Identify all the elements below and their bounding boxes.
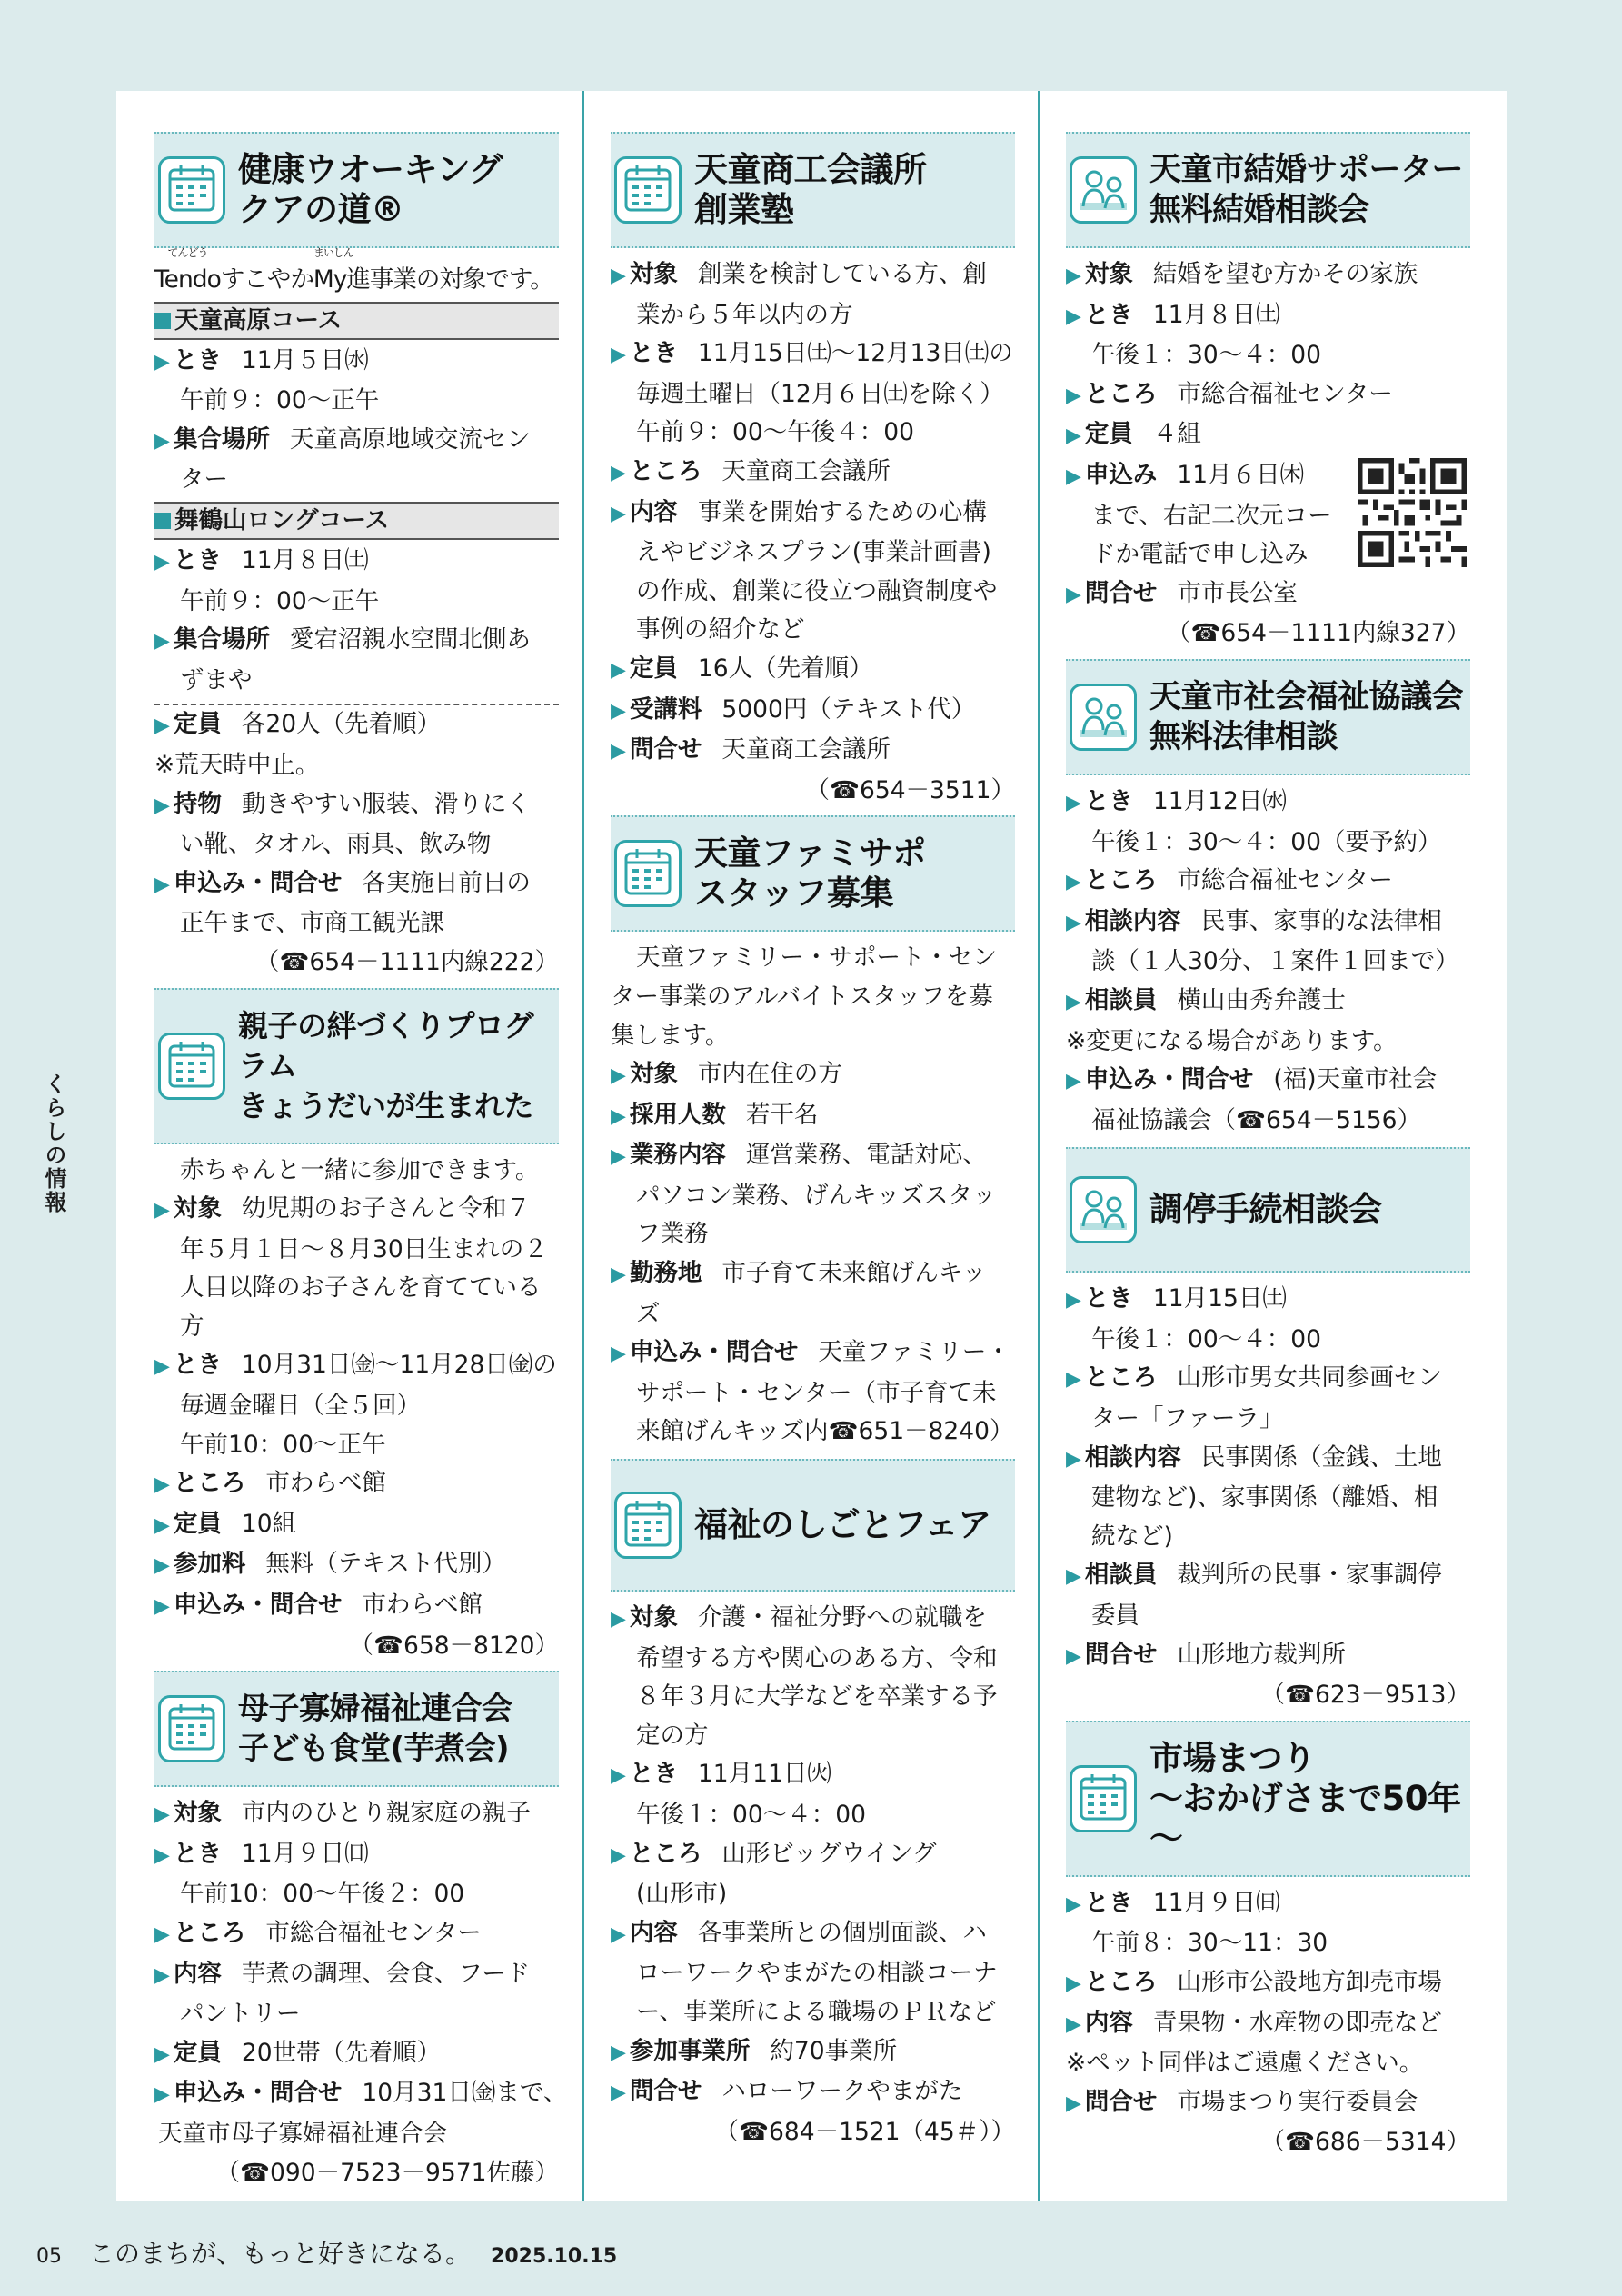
article-title: 天童商工会議所 創業塾	[694, 150, 927, 229]
info-row: ▶ ところ 市総合福祉センター	[154, 1919, 482, 1947]
info-row: 午前９：00～午後４：00	[636, 418, 914, 447]
info-row: ▶ 相談内容 民事、家事的な法律相	[1066, 906, 1442, 935]
info-row: ▶ 対象 市内在住の方	[611, 1060, 842, 1089]
note: ※変更になる場合があります。	[1066, 1026, 1398, 1055]
info-row: 正午まで、市商工観光課	[180, 909, 444, 938]
info-row: ▶ 内容 青果物・水産物の即売など	[1066, 2008, 1442, 2037]
info-row: ▶ ところ 市総合福祉センター	[1066, 379, 1393, 408]
info-row: ズ	[636, 1299, 661, 1328]
info-row: ８年３月に大学などを卒業する予	[636, 1682, 998, 1712]
info-row: ▶ ところ 天童商工会議所	[611, 456, 891, 485]
info-row: 続など)	[1091, 1522, 1173, 1551]
article-header	[1066, 132, 1470, 248]
phone-number: （☎654－3511）	[805, 775, 1015, 804]
info-row: ▶ とき 11月９日㈰	[1066, 1888, 1280, 1917]
phone-number: （☎658－8120）	[349, 1631, 559, 1660]
issue-date: 2025.10.15	[491, 2245, 618, 2268]
info-row: 午後１：00～４：00	[1091, 1324, 1321, 1353]
info-row: 福祉協議会（☎654－5156）	[1091, 1105, 1422, 1134]
info-row: ▶ ところ 市総合福祉センター	[1066, 866, 1393, 895]
info-row: ▶ とき 11月８日㈯	[154, 545, 369, 574]
info-row: ▶ 対象 創業を検討している方、創	[611, 260, 987, 288]
info-row: ター「ファーラ」	[1091, 1404, 1284, 1433]
info-row: 午前10：00～正午	[180, 1430, 386, 1459]
info-row: ▶ とき 11月８日㈯	[1066, 300, 1280, 329]
section-side-label: くらしの情報	[41, 1073, 66, 1214]
info-row: ▶ 内容 芋煮の調理、会食、フード	[154, 1959, 531, 1988]
note: ※ペット同伴はご遠慮ください。	[1066, 2049, 1424, 2078]
calendar-icon	[614, 1492, 682, 1559]
phone-number: （☎686－5314）	[1260, 2128, 1470, 2157]
info-row: ▶ 定員 20世帯（先着順）	[154, 2038, 442, 2067]
info-row: ▶ 採用人数 若干名	[611, 1100, 819, 1129]
note: ※荒天時中止。	[154, 750, 320, 779]
info-row: ▶ 勤務地 市子育て未来館げんキッ	[611, 1259, 987, 1288]
phone-number: （☎684－1521（45＃））	[714, 2117, 1015, 2146]
intro-text: 天童ファミリー・サポート・セン	[636, 943, 997, 973]
article-title: 天童市社会福祉協議会 無料法律相談	[1149, 678, 1464, 755]
info-row: ▶ 集合場所 天童高原地域交流セン	[154, 424, 531, 454]
info-row: ▶ とき 11月11日㈫	[611, 1760, 831, 1789]
info-row: ▶ 参加料 無料（テキスト代別）	[154, 1550, 506, 1579]
info-row: ▶ 問合せ 天童商工会議所	[611, 735, 891, 764]
info-row: の作成、創業に役立つ融資制度や	[636, 576, 998, 605]
article-title: 市場まつり ～おかげさまで50年～	[1149, 1738, 1461, 1858]
calendar-icon	[1070, 1765, 1137, 1832]
info-row: ▶ 問合せ 市市長公室	[1066, 578, 1298, 607]
info-row: ▶ 集合場所 愛宕沼親水空間北側あ	[154, 625, 531, 654]
info-row: ドか電話で申し込み	[1091, 540, 1309, 569]
info-row: ー、事業所による職場のＰＲなど	[636, 1997, 997, 2026]
phone-number: （☎090－7523－9571佐藤）	[215, 2158, 559, 2187]
column-divider	[1038, 91, 1040, 2201]
info-row: ▶ 相談内容 民事関係（金銭、土地	[1066, 1442, 1442, 1472]
calendar-icon	[614, 840, 682, 907]
info-row: ▶ とき 11月12日㈬	[1066, 786, 1287, 815]
info-row: えやビジネスプラン(事業計画書)	[636, 538, 991, 567]
info-row: ▶ とき 11月９日㈰	[154, 1839, 369, 1868]
article-title: 調停手続相談会	[1149, 1190, 1382, 1230]
info-row: 午前９：00～正午	[180, 586, 380, 615]
info-row: パソコン業務、げんキッズスタッ	[636, 1181, 997, 1210]
info-row: 天童市母子寡婦福祉連合会	[158, 2119, 447, 2148]
consultation-icon	[1070, 684, 1137, 751]
info-row: ▶ 相談員 横山由秀弁護士	[1066, 985, 1346, 1014]
page-footer	[36, 2234, 617, 2271]
info-row: サポート・センター（市子育て未	[636, 1378, 997, 1407]
info-row: ▶ 定員 16人（先着順）	[611, 654, 873, 683]
info-row: ▶ とき 10月31日㈮～11月28日㈮の	[154, 1351, 557, 1380]
phone-number: （☎654－1111内線222）	[254, 947, 559, 976]
info-row: ▶ 定員 ４組	[1066, 420, 1201, 449]
info-row: 談（１人30分、１案件１回まで）	[1091, 947, 1459, 976]
info-row: ▶ 対象 介護・福祉分野への就職を	[611, 1603, 987, 1632]
info-row: ▶ 申込み・問合せ 各実施日前日の	[154, 868, 531, 897]
info-row: ▶ ところ 山形ビッグウイング	[611, 1839, 937, 1868]
info-row: 希望する方や関心のある方、令和	[636, 1643, 998, 1672]
phone-number: （☎654－1111内線327）	[1166, 619, 1470, 648]
course-heading: 舞鶴山ロングコース	[154, 502, 559, 540]
article-header	[1066, 1147, 1470, 1273]
calendar-icon	[158, 1695, 225, 1762]
application-block	[1066, 456, 1470, 574]
info-row: ▶ とき 11月５日㈬	[154, 345, 369, 374]
info-row: ▶ 問合せ ハローワークやまがた	[611, 2077, 963, 2106]
info-row: (山形市)	[636, 1880, 728, 1909]
info-row: ▶ 定員 10組	[154, 1509, 297, 1538]
article-title: 福祉のしごとフェア	[694, 1505, 991, 1545]
footer-slogan: このまちが、もっと好きになる。	[89, 2239, 472, 2269]
info-row: ▶ 対象 結婚を望む方かその家族	[1066, 260, 1418, 288]
calendar-icon	[158, 156, 225, 224]
info-row: ▶ ところ 市わらべ館	[154, 1469, 386, 1498]
info-row: ▶ 定員 各20人（先着順）	[154, 710, 442, 739]
article-header	[154, 132, 559, 248]
info-row: ▶ 内容 各事業所との個別面談、ハ	[611, 1918, 987, 1947]
article-title: 健康ウオーキング クアの道®	[238, 150, 503, 229]
page-number: 05	[36, 2245, 62, 2268]
calendar-icon	[158, 1033, 225, 1100]
info-row: フ業務	[636, 1220, 709, 1249]
info-row: ▶ 受講料 5000円（テキスト代）	[611, 694, 976, 724]
phone-number: （☎623－9513）	[1260, 1681, 1470, 1710]
info-row: パントリー	[180, 2000, 301, 2029]
course-heading: 天童高原コース	[154, 302, 559, 340]
info-row: 午後１：30～４：00（要予約）	[1091, 827, 1442, 856]
info-row: ▶ ところ 山形市公設地方卸売市場	[1066, 1968, 1442, 1996]
intro-text: てんどう Tendoすこやか まいしん My進事業の対象です。	[154, 246, 553, 294]
info-row: ▶ 対象 市内のひとり親家庭の親子	[154, 1799, 531, 1828]
info-row: ▶ 内容 事業を開始するための心構	[611, 497, 987, 526]
info-row: い靴、タオル、雨具、飲み物	[180, 830, 492, 859]
info-row: ▶ 問合せ 山形地方裁判所	[1066, 1640, 1346, 1669]
info-row: ター	[180, 465, 228, 494]
article-header	[154, 1671, 559, 1787]
info-row: ▶ ところ 山形市男女共同参画セン	[1066, 1363, 1442, 1393]
column-3	[1066, 132, 1470, 2162]
column-1	[154, 132, 568, 2192]
info-row: ▶ 問合せ 市場まつり実行委員会	[1066, 2087, 1418, 2116]
info-row: ▶ とき 11月15日㈯	[1066, 1284, 1287, 1313]
intro-text: 集します。	[611, 1021, 730, 1050]
info-row: ずまや	[180, 665, 253, 694]
info-row: 定の方	[636, 1721, 709, 1750]
info-row: 建物など)、家事関係（離婚、相	[1091, 1483, 1438, 1512]
info-row: 年５月１日～８月30日生まれの２	[180, 1234, 548, 1263]
info-row: 午前９：00～正午	[180, 386, 380, 415]
info-row: ▶ 参加事業所 約70事業所	[611, 2036, 898, 2065]
info-row: 午後１：30～４：00	[1091, 341, 1321, 370]
info-row: まで、右記二次元コー	[1091, 501, 1332, 530]
article-title: 天童市結婚サポーター 無料結婚相談会	[1149, 152, 1464, 228]
column-divider	[582, 91, 584, 2201]
info-row: ▶ 相談員 裁判所の民事・家事調停	[1066, 1561, 1442, 1590]
article-header	[1066, 1721, 1470, 1877]
info-row: 毎週金曜日（全５回）	[180, 1392, 421, 1421]
info-row: 午前８：30～11：30	[1091, 1929, 1328, 1958]
consultation-icon	[1070, 156, 1137, 224]
info-row: 方	[180, 1312, 204, 1341]
info-row: ▶ 申込み・問合せ 10月31日㈮まで、	[154, 2079, 568, 2108]
info-row: 委員	[1091, 1602, 1139, 1631]
article-title: 母子寡婦福祉連合会 子ども食堂(芋煮会)	[238, 1691, 512, 1768]
info-row: ▶ とき 11月15日㈯～12月13日㈯の	[611, 339, 1013, 368]
consultation-icon	[1070, 1176, 1137, 1243]
info-row: ▶ 持物 動きやすい服装、滑りにく	[154, 789, 531, 818]
info-row: ローワークやまがたの相談コーナ	[636, 1959, 998, 1988]
info-row: ▶ 対象 幼児期のお子さんと令和７	[154, 1194, 531, 1223]
intro-text: 赤ちゃんと一緒に参加できます。	[180, 1155, 540, 1184]
article-header	[611, 1459, 1015, 1592]
article-title: 親子の絆づくりプログラム きょうだいが生まれた	[238, 1007, 533, 1123]
info-row: 来館げんキッズ内☎651－8240）	[636, 1417, 1014, 1446]
article-header	[611, 132, 1015, 248]
info-row: 事例の紹介など	[636, 615, 805, 644]
column-2	[611, 132, 1015, 2151]
info-row: 業から５年以内の方	[636, 300, 853, 329]
article-header	[611, 815, 1015, 932]
calendar-icon	[614, 156, 682, 224]
info-row: ▶ 申込み・問合せ 天童ファミリー・	[611, 1338, 1010, 1367]
info-row: 午後１：00～４：00	[636, 1801, 866, 1829]
intro-text: ター事業のアルバイトスタッフを募	[611, 982, 993, 1011]
info-row: ▶ 業務内容 運営業務、電話対応、	[611, 1141, 987, 1170]
info-row: 人目以降のお子さんを育てている	[180, 1273, 542, 1303]
article-header	[154, 988, 559, 1144]
info-row: ▶ 申込み・問合せ 市わらべ館	[154, 1591, 483, 1620]
article-header	[1066, 659, 1470, 775]
info-row: ▶ 申込み・問合せ (福)天童市社会	[1066, 1065, 1438, 1094]
qr-code[interactable]	[1358, 458, 1467, 567]
info-row: 毎週土曜日（12月６日㈯を除く）	[636, 379, 1004, 408]
info-row: ▶ 申込み 11月６日㈭	[1066, 460, 1305, 489]
article-title: 天童ファミサポ スタッフ募集	[694, 834, 926, 913]
info-row: 午前10：00～午後２：00	[180, 1880, 465, 1909]
